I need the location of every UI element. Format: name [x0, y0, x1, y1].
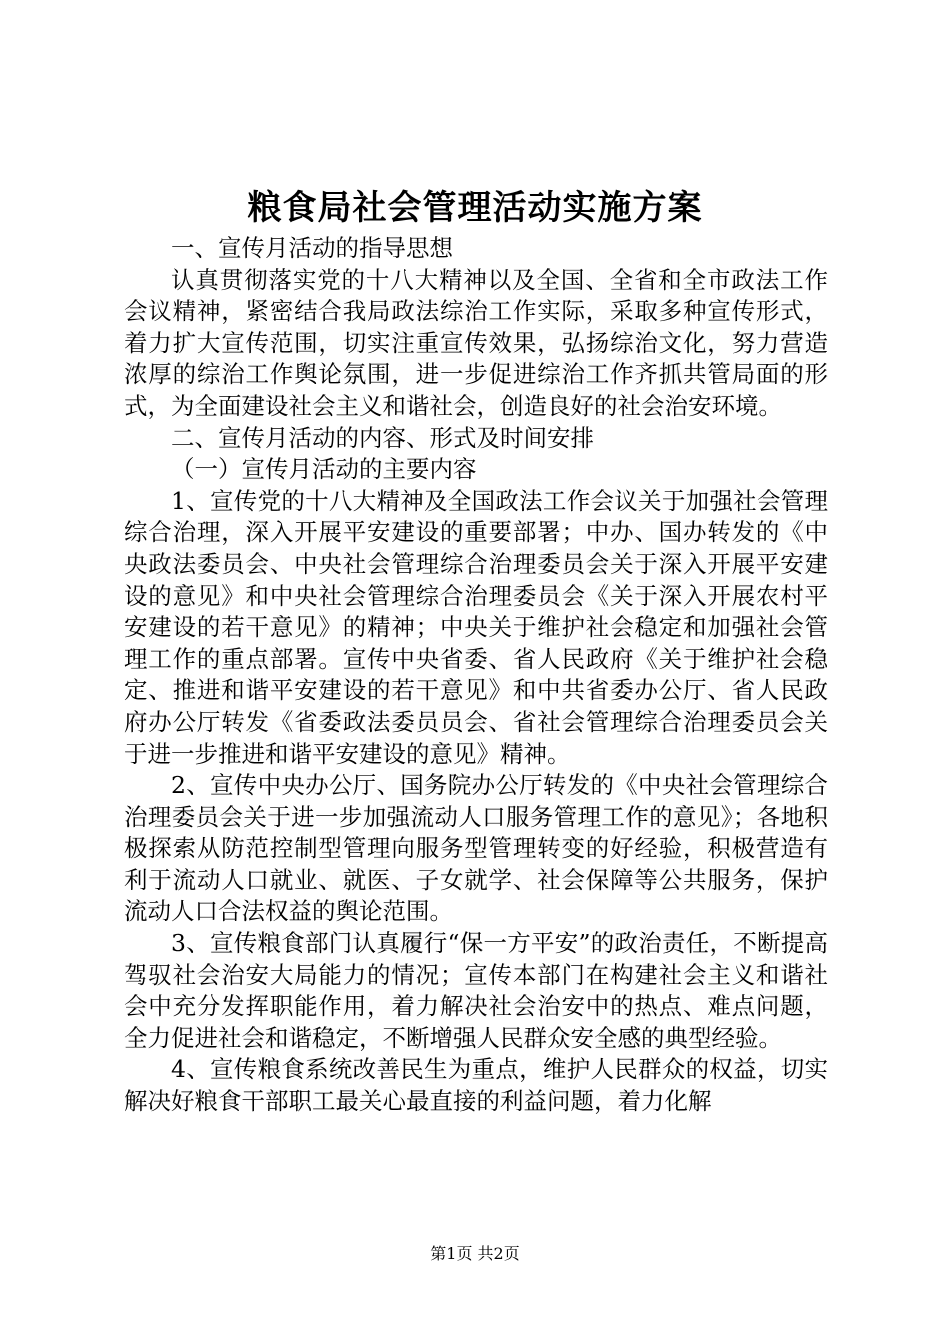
paragraph-item-2: 2、宣传中央办公厅、国务院办公厅转发的《中央社会管理综合治理委员会关于进一步加强流动人口服务管理工作的意见》；各地积极探索从防范控制型管理向服务型管理转变的好经验，积极营造有利于流动人口就业、就医、子女就学、社会保障等公共服务，保护流动人口合法权益的舆论范围。: [124, 771, 828, 926]
paragraph-item-1: 1、宣传党的十八大精神及全国政法工作会议关于加强社会管理综合治理，深入开展平安建设的重要部署；中办、国办转发的《中央政法委员会、中央社会管理综合治理委员会关于深入开展平安建设的意见》和中央社会管理综合治理委员会《关于深入开展农村平安建设的若干意见》的精神；中央关于维护社会稳定和加强社会管理工作的重点部署。宣传中央省委、省人民政府《关于维护社会稳定、推进和谐平安建设的若干意见》和中共省委办公厅、省人民政府办公厅转发《省委政法委员员会、省社会管理综合治理委员会关于进一步推进和谐平安建设的意见》精神。: [124, 486, 828, 768]
section-heading-2: 二、宣传月活动的内容、形式及时间安排: [171, 423, 594, 452]
document-body: [124, 233, 828, 1118]
document-title: 粮食局社会管理活动实施方案: [247, 188, 703, 228]
page-footer: 第1页 共2页: [430, 1244, 520, 1263]
paragraph-guiding-ideology: 认真贯彻落实党的十八大精神以及全国、全省和全市政法工作会议精神，紧密结合我局政法综治工作实际，采取多种宣传形式，着力扩大宣传范围，切实注重宣传效果，弘扬综治文化，努力营造浓厚的综治工作舆论氛围，进一步促进综治工作齐抓共管局面的形式，为全面建设社会主义和谐社会，创造良好的社会治安环境。: [124, 265, 828, 420]
paragraph-item-3: 3、宣传粮食部门认真履行“保一方平安”的政治责任，不断提高驾驭社会治安大局能力的情况；宣传本部门在构建社会主义和谐社会中充分发挥职能作用，着力解决社会治安中的热点、难点问题，全力促进社会和谐稳定，不断增强人民群众安全感的典型经验。: [124, 929, 828, 1052]
section-heading-1: 一、宣传月活动的指导思想: [171, 234, 453, 262]
subsection-heading-1: （一）宣传月活动的主要内容: [171, 455, 477, 484]
paragraph-item-4: 4、宣传粮食系统改善民生为重点，维护人民群众的权益，切实解决好粮食干部职工最关心最直接的利益问题，着力化解: [124, 1055, 828, 1116]
